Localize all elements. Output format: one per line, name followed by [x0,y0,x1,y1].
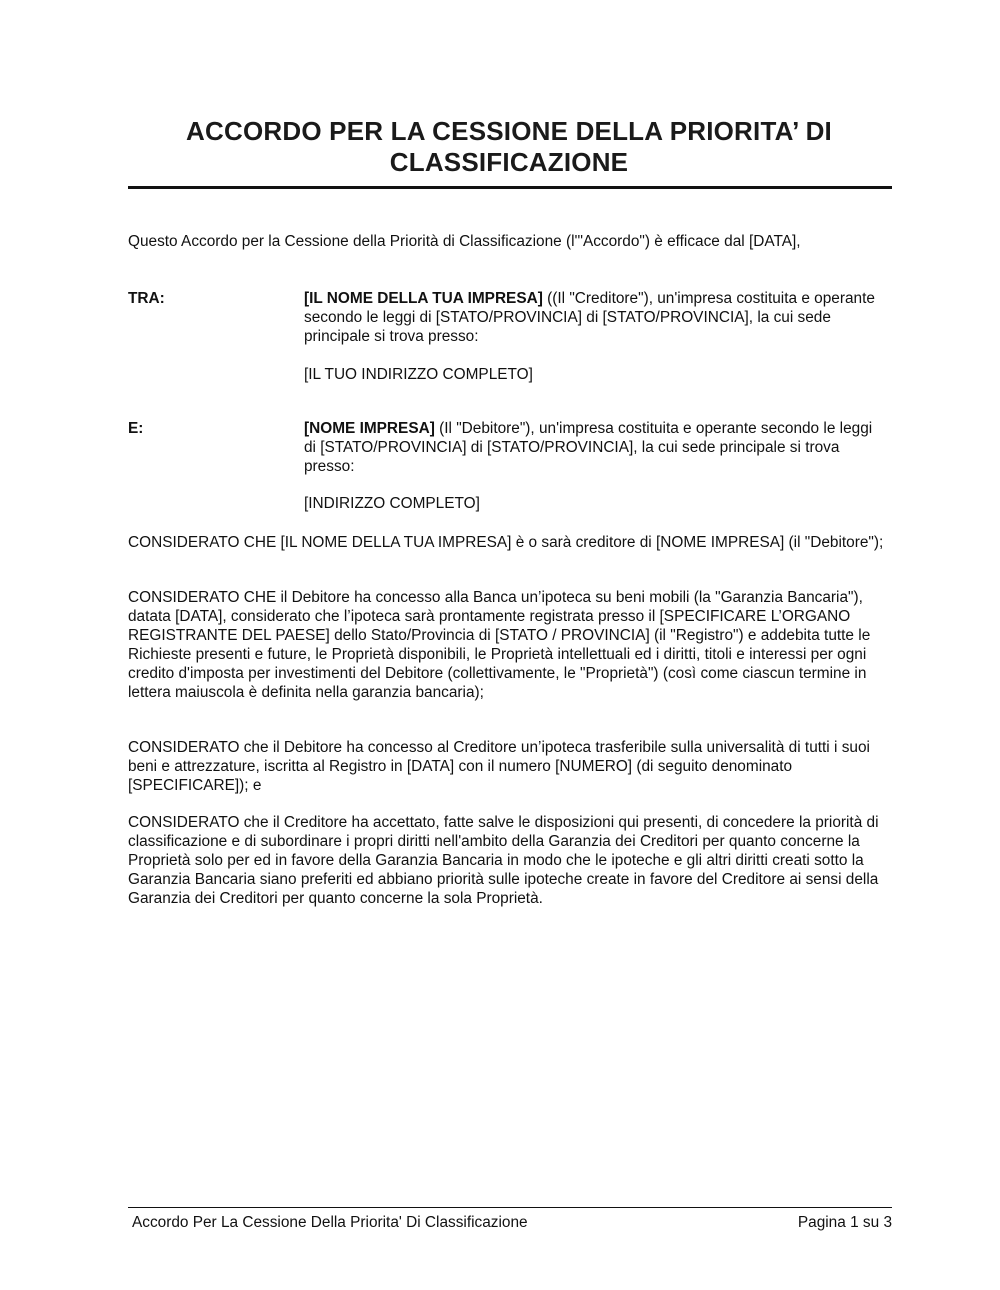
title-line-2: CLASSIFICAZIONE [389,147,629,177]
footer-page-number: Pagina 1 su 3 [797,1214,892,1231]
intro-paragraph: Questo Accordo per la Cessione della Priorità di Classificazione (l'"Accordo") è efficace dal [DATA], [128,233,801,250]
party2-address: [INDIRIZZO COMPLETO] [304,495,480,512]
document-title [128,116,890,178]
party1-name: [IL NOME DELLA TUA IMPRESA] [304,290,543,307]
party2-description [304,419,884,476]
party2-label: E: [128,420,144,437]
footer-document-title: Accordo Per La Cessione Della Priorita' Di Classificazione [132,1214,528,1231]
paragraph-3: CONSIDERATO che il Debitore ha concesso al Creditore un’ipoteca trasferibile sulla universalità di tutti i suoi beni e attrezzature, iscritta al Registro in [DATA] con il numero [NUMERO] (di seguito denominato [SPECIFICARE]); e [128,739,870,794]
title-divider [128,186,892,189]
title-line-1: ACCORDO PER LA CESSIONE DELLA PRIORITA’ DI [186,116,832,146]
party1-text: ((Il "Creditore"), un'impresa costituita e operante secondo le leggi di [STATO/PROVINCIA] di [STATO/PROVINCIA], la cui sede principale si trova presso: [304,290,875,345]
party2-text: (Il "Debitore"), un'impresa costituita e operante secondo le leggi di [STATO/PROVINCIA] di [STATO/PROVINCIA], la cui sede principale si trova presso: [304,420,873,475]
party1-label: TRA: [128,290,165,307]
footer-divider [128,1207,892,1208]
party1-description [304,289,884,346]
party1-address: [IL TUO INDIRIZZO COMPLETO] [304,366,533,383]
paragraph-1: CONSIDERATO CHE [IL NOME DELLA TUA IMPRESA] è o sarà creditore di [NOME IMPRESA] (il "Debitore"); [128,534,884,551]
paragraph-4: CONSIDERATO che il Creditore ha accettato, fatte salve le disposizioni qui presenti, di concedere la priorità di classificazione e di subordinare i propri diritti nell'ambito della Garanzia dei Creditori per quanto concerne la Proprietà solo per ed in favore della Garanzia Bancaria in modo che le ipoteche e gli altri diritti creati sotto la Garanzia Bancaria siano preferiti ed abbiano priorità sulle ipoteche create in favore del Creditore ai sensi della Garanzia dei Creditori per quanto concerne la sola Proprietà. [128,814,879,907]
paragraph-2: CONSIDERATO CHE il Debitore ha concesso alla Banca un’ipoteca su beni mobili (la "Garanzia Bancaria"), datata [DATA], considerato che l’ipoteca sarà prontamente registrata presso il [SPECIFICARE L’ORGANO REGISTRANTE DEL PAESE] dello Stato/Provincia di [STATO / PROVINCIA] (il "Registro") e addebita tutte le Richieste presenti e future, le Proprietà disponibili, le Proprietà intellettuali ed i diritti, titoli e interessi per ogni credito d'imposta per investimenti del Debitore (collettivamente, le "Proprietà") (così come ciascun termine in lettera maiuscola è definita nella garanzia bancaria); [128,589,871,701]
party2-name: [NOME IMPRESA] [304,420,435,437]
